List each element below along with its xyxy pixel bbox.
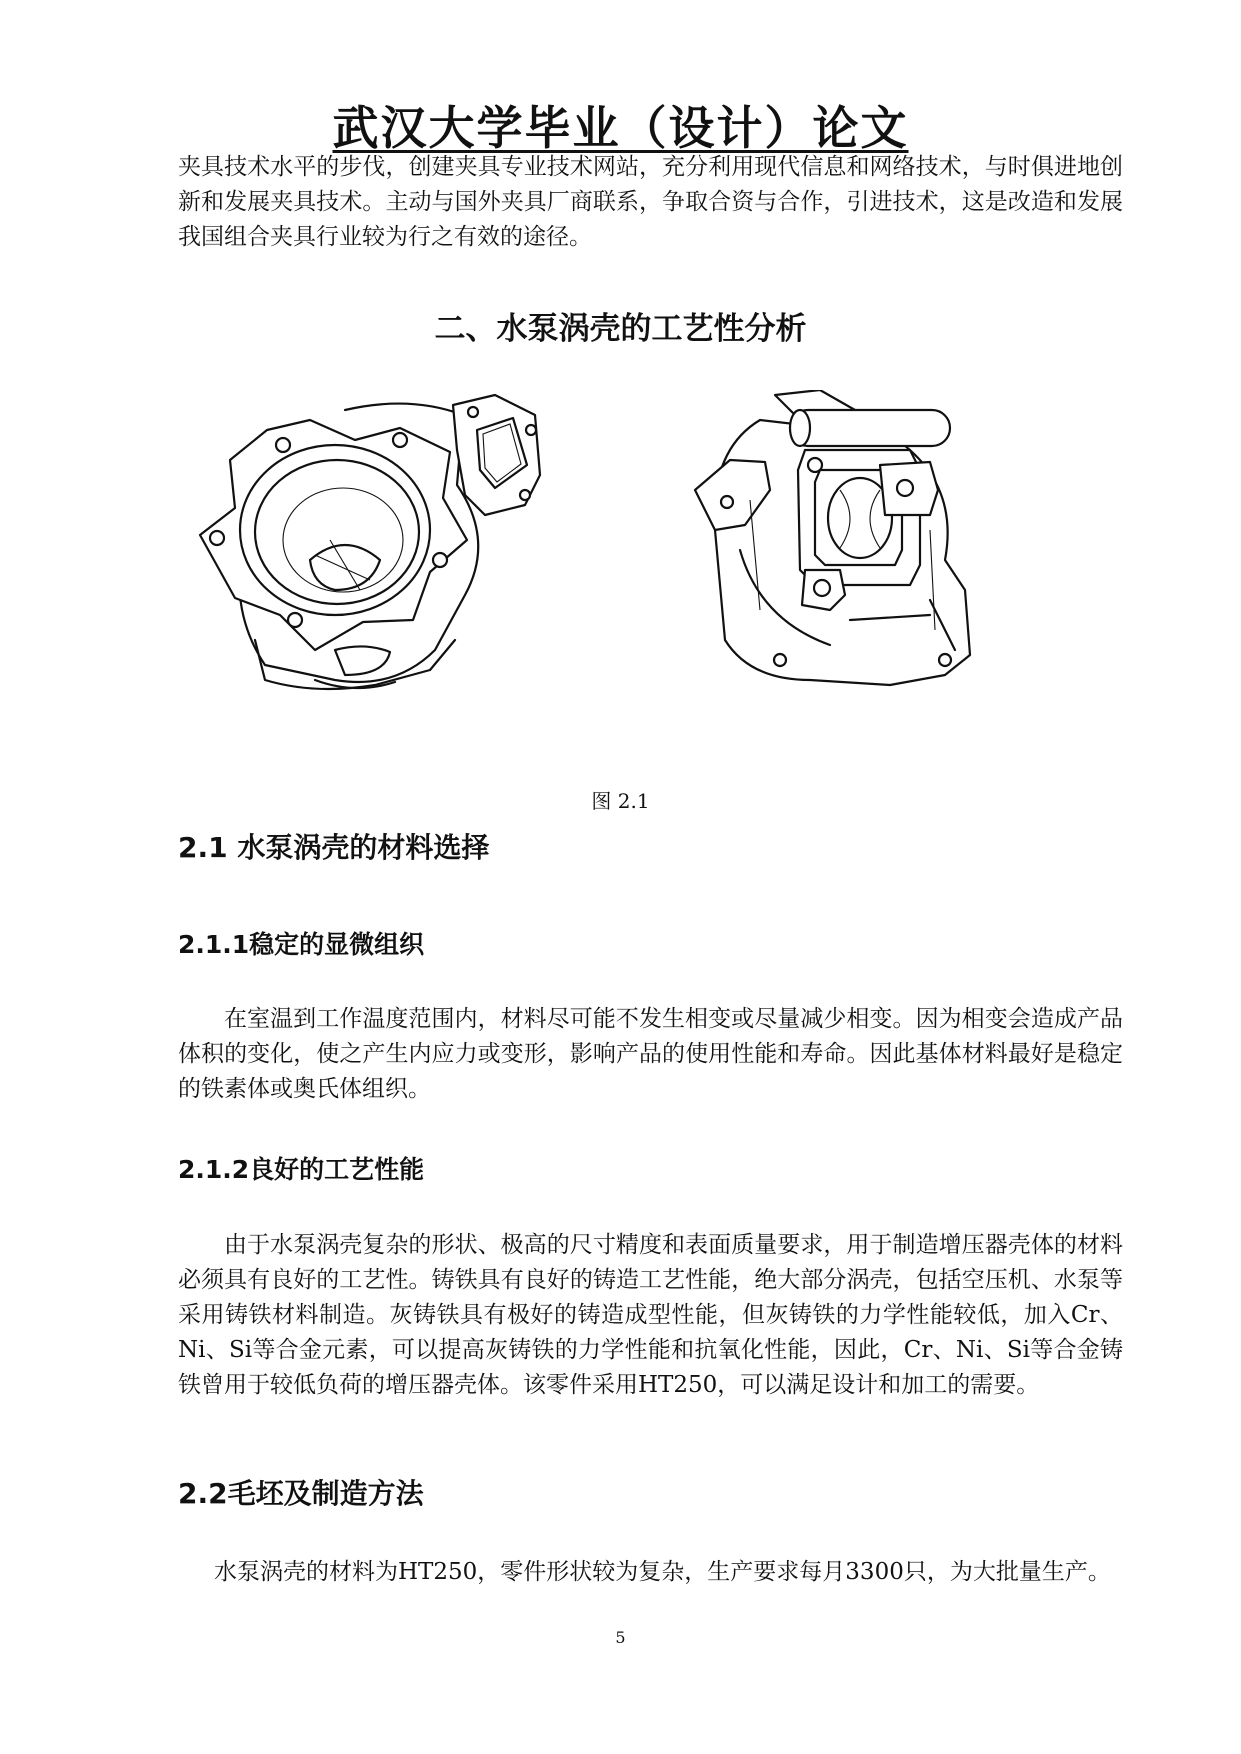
figure-caption: 图 2.1 <box>591 789 650 813</box>
right-view-drawing <box>695 390 970 685</box>
chapter-title: 二、水泵涡壳的工艺性分析 <box>434 311 807 347</box>
thesis-title: 武汉大学毕业（设计）论文 <box>332 101 909 155</box>
section-2-2-paragraph: 水泵涡壳的材料为HT250，零件形状较为复杂，生产要求每月3300只，为大批量生产。 <box>214 1559 1111 1585</box>
intro-paragraph: 夹具技术水平的步伐，创建夹具专业技术网站，充分利用现代信息和网络技术，与时俱进地创新和发展夹具技术。主动与国外夹具厂商联系，争取合资与合作，引进技术，这是改造和发展我国组合夹具行业较为行之有效的途径。 <box>178 154 1123 250</box>
section-2-1-heading: 2.1 水泵涡壳的材料选择 <box>178 831 490 864</box>
section-2-1-2-heading: 2.1.2良好的工艺性能 <box>178 1155 425 1184</box>
section-2-1-1-paragraph: 在室温到工作温度范围内，材料尽可能不发生相变或尽量减少相变。因为相变会造成产品体积的变化，使之产生内应力或变形，影响产品的使用性能和寿命。因此基体材料最好是稳定的铁素体或奥氏体组织。 <box>178 1006 1123 1102</box>
pump-volute-drawings <box>195 390 1095 765</box>
page-header <box>0 92 1241 158</box>
left-view-drawing <box>200 395 540 689</box>
figure-2-1 <box>195 390 1095 765</box>
section-2-1-2-paragraph: 由于水泵涡壳复杂的形状、极高的尺寸精度和表面质量要求，用于制造增压器壳体的材料必须具有良好的工艺性。铸铁具有良好的铸造工艺性能，绝大部分涡壳，包括空压机、水泵等采用铸铁材料制造。灰铸铁具有极好的铸造成型性能，但灰铸铁的力学性能较低，加入Cr、Ni、Si等合金元素，可以提高灰铸铁的力学性能和抗氧化性能，因此，Cr、Ni、Si等合金铸铁曾用于较低负荷的增压器壳体。该零件采用HT250，可以满足设计和加工的需要。 <box>178 1232 1123 1398</box>
section-2-1-1-heading: 2.1.1稳定的显微组织 <box>178 930 425 959</box>
page-number: 5 <box>615 1628 626 1647</box>
section-2-2-heading: 2.2毛坯及制造方法 <box>178 1477 424 1510</box>
